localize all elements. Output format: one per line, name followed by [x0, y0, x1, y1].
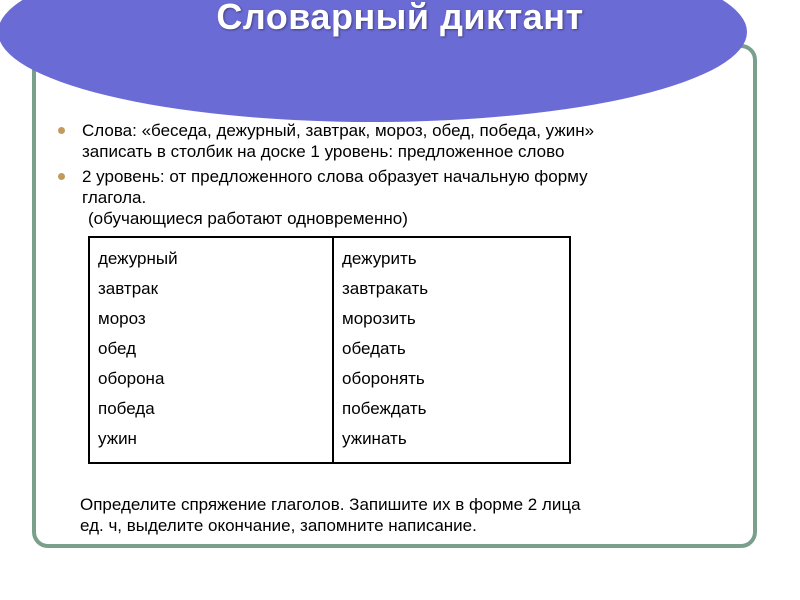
- slide-content: [58, 120, 738, 233]
- verb-cell: обедать: [342, 339, 406, 358]
- task-text: [80, 494, 760, 536]
- task-line2: ед. ч, выделите окончание, запомните написание.: [80, 516, 477, 535]
- word-table: [88, 236, 571, 464]
- verb-cell: побеждать: [342, 399, 427, 418]
- verb-cell: дежурить: [342, 249, 417, 268]
- bullet-1-line2: записать в столбик на доске 1 уровень: предложенное слово: [82, 142, 565, 161]
- noun-cell: победа: [98, 399, 155, 418]
- nouns-column: [89, 237, 333, 463]
- noun-cell: оборона: [98, 369, 165, 388]
- bullet-dot-icon: [58, 173, 65, 180]
- noun-cell: обед: [98, 339, 137, 358]
- noun-cell: завтрак: [98, 279, 159, 298]
- bullet-2: [58, 166, 738, 229]
- bullet-2-line2: глагола.: [82, 188, 147, 207]
- noun-cell: ужин: [98, 429, 137, 448]
- verb-cell: ужинать: [342, 429, 407, 448]
- verbs-column: [333, 237, 570, 463]
- bullet-2-line1: 2 уровень: от предложенного слова образует начальную форму: [82, 167, 588, 186]
- verb-cell: завтракать: [342, 279, 429, 298]
- bullet-2-line3: (обучающиеся работают одновременно): [88, 209, 408, 228]
- bullet-dot-icon: [58, 127, 65, 134]
- slide-title: Словарный диктант: [216, 0, 584, 37]
- table-row: [89, 237, 570, 463]
- verb-cell: оборонять: [342, 369, 425, 388]
- bullet-1: [58, 120, 738, 162]
- bullet-1-line1: Слова: «беседа, дежурный, завтрак, мороз, обед, победа, ужин»: [82, 121, 595, 140]
- verb-cell: морозить: [342, 309, 416, 328]
- noun-cell: мороз: [98, 309, 146, 328]
- noun-cell: дежурный: [98, 249, 178, 268]
- task-line1: Определите спряжение глаголов. Запишите их в форме 2 лица: [80, 495, 581, 514]
